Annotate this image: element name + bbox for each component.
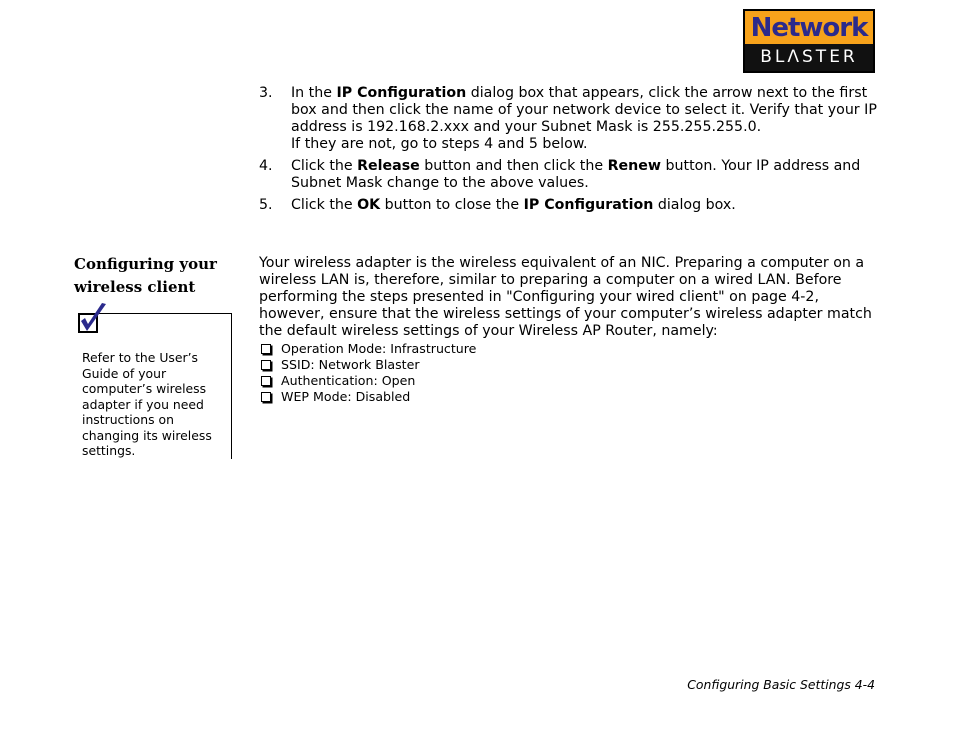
list-item-text: Authentication: Open (281, 373, 416, 388)
side-note (79, 313, 232, 459)
step-text-part: button to close the (380, 197, 524, 213)
step-4 (259, 158, 879, 192)
ui-term-ok: OK (357, 197, 381, 213)
list-item-text: Operation Mode: Infrastructure (281, 341, 477, 356)
logo-network-band (745, 11, 873, 44)
checkbox-bullet-icon (261, 376, 271, 386)
ui-term-ip-configuration: IP Configuration (523, 197, 654, 213)
checkbox-bullet-icon (261, 392, 271, 402)
logo-network-text: Network (750, 12, 868, 43)
step-number: 4. (259, 158, 273, 174)
logo-blaster-text: BLΛSTER (760, 47, 858, 67)
list-item (260, 357, 660, 373)
section-heading: Configuring your wireless client (74, 255, 217, 296)
list-item-text: WEP Mode: Disabled (281, 389, 411, 404)
step-text-part: button. Your IP address and Subnet Mask change to the above values. (291, 158, 861, 191)
section-paragraph: Your wireless adapter is the wireless equivalent of an NIC. Preparing a computer on a wireless LAN is, therefore, similar to preparing a computer on a wired LAN. Before performing the steps presented in "Configuring your wired client" on page 4-2, however, ensure that the wireless settings of your computer’s wireless adapter match the default wireless settings of your Wireless AP Router, namely: (259, 255, 872, 339)
step-3 (259, 85, 879, 153)
side-note-text: Refer to the User’s Guide of your computer’s wireless adapter if you need instructions on changing its wireless settings. (82, 350, 212, 458)
list-item-text: SSID: Network Blaster (281, 357, 420, 372)
step-text (291, 197, 879, 214)
step-text (291, 85, 879, 136)
network-blaster-logo (743, 9, 875, 73)
ui-term-release: Release (357, 158, 420, 174)
page-footer: Configuring Basic Settings 4-4 (687, 677, 875, 692)
step-text-part: Click the (291, 158, 358, 174)
logo-blaster-band (745, 44, 873, 71)
list-item (260, 389, 660, 405)
ui-term-renew: Renew (607, 158, 661, 174)
default-settings-list (260, 341, 660, 405)
checkbox-bullet-icon (261, 360, 271, 370)
step-number: 5. (259, 197, 273, 213)
steps-list (259, 85, 879, 219)
step-extra-text: If they are not, go to steps 4 and 5 below. (291, 136, 588, 152)
step-text-part: dialog box. (653, 197, 736, 213)
step-text-part: button and then click the (419, 158, 608, 174)
list-item (260, 373, 660, 389)
step-text-part: Click the (291, 197, 358, 213)
step-5 (259, 197, 879, 214)
step-text (291, 158, 879, 192)
step-number: 3. (259, 85, 273, 101)
ui-term-ip-configuration: IP Configuration (336, 85, 467, 101)
checkbox-bullet-icon (261, 344, 271, 354)
checkmark-icon (76, 302, 110, 336)
step-text-part: In the (291, 85, 337, 101)
list-item (260, 341, 660, 357)
step-text-part: dialog box that appears, click the arrow next to the first box and then click the name of your network device to select it. Verify that your IP address is 192.168.2.xxx and your Subnet Mask is 255.255.255.0. (291, 85, 877, 135)
